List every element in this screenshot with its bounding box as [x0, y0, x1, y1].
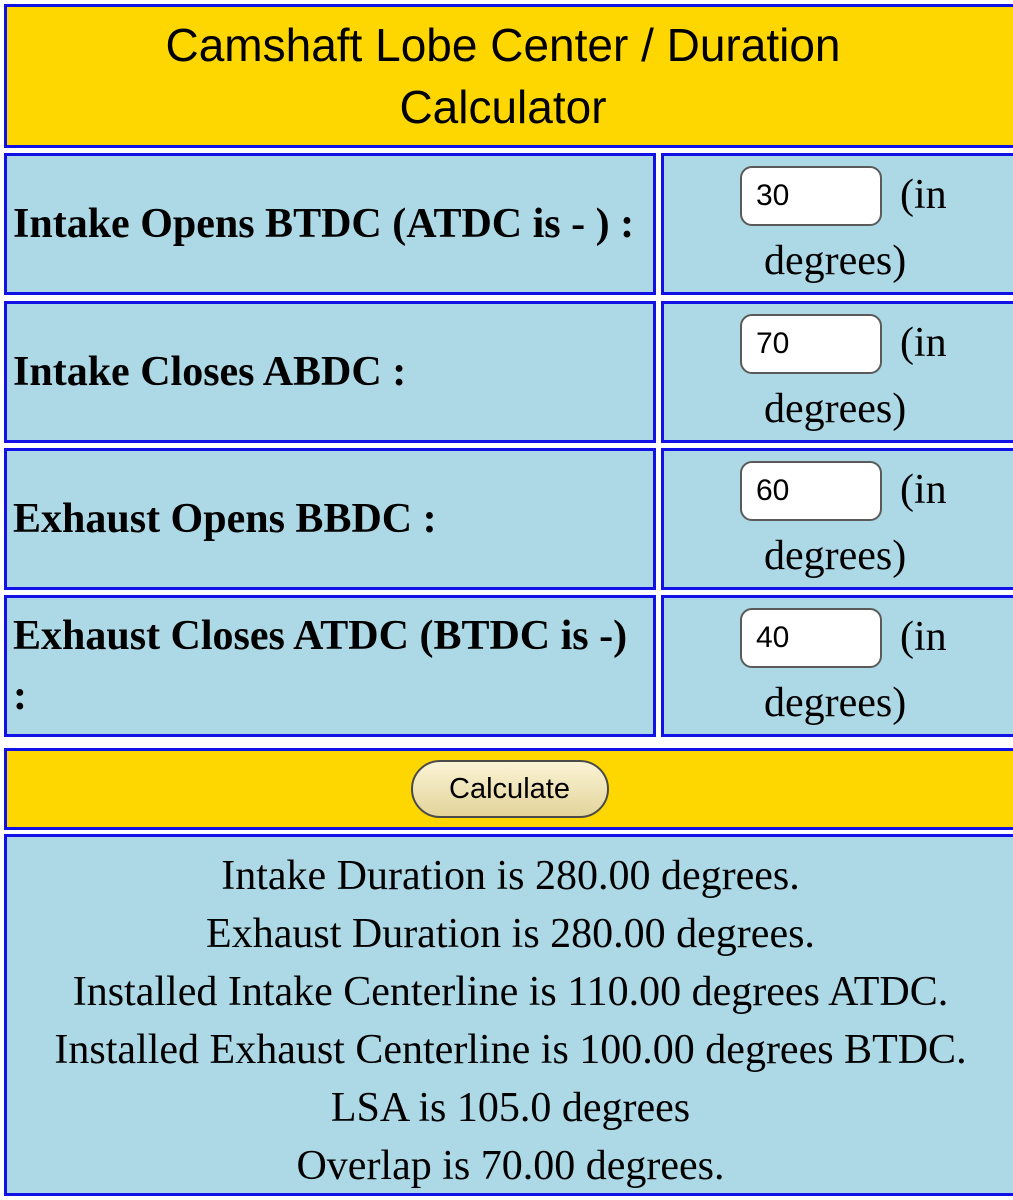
lsa-result: LSA is 105.0 degrees	[330, 1085, 691, 1131]
intake-closes-unit-open: (in	[900, 320, 947, 366]
intake-closes-label-cell	[4, 301, 656, 443]
overlap-result: Overlap is 70.00 degrees.	[296, 1143, 725, 1189]
exhaust-closes-input-cell	[661, 595, 1013, 737]
intake-opens-label-cell	[4, 153, 656, 295]
calculate-button[interactable]: Calculate	[411, 760, 609, 818]
intake-opens-label: Intake Opens BTDC (ATDC is - ) :	[13, 201, 635, 247]
intake-closes-label: Intake Closes ABDC :	[13, 349, 407, 395]
exhaust-closes-input[interactable]	[740, 608, 882, 668]
exhaust-closes-label-cell	[4, 595, 656, 737]
exhaust-duration-result: Exhaust Duration is 280.00 degrees.	[206, 911, 815, 957]
intake-closes-unit-close: degrees)	[764, 386, 907, 432]
title-bar	[4, 4, 1013, 148]
intake-opens-input[interactable]	[740, 166, 882, 226]
exhaust-closes-label: Exhaust Closes ATDC (BTDC is -) :	[13, 613, 628, 719]
intake-closes-input[interactable]	[740, 314, 882, 374]
exhaust-opens-input[interactable]	[740, 461, 882, 521]
exhaust-opens-unit-open: (in	[900, 467, 947, 513]
exhaust-centerline-result: Installed Exhaust Centerline is 100.00 degrees BTDC.	[54, 1027, 967, 1073]
exhaust-opens-label: Exhaust Opens BBDC :	[13, 496, 437, 542]
exhaust-opens-input-cell	[661, 448, 1013, 590]
intake-opens-unit-close: degrees)	[764, 238, 907, 284]
intake-opens-input-cell	[661, 153, 1013, 295]
exhaust-closes-unit-open: (in	[900, 614, 947, 660]
intake-duration-result: Intake Duration is 280.00 degrees.	[221, 853, 800, 899]
calculate-bar	[4, 748, 1013, 830]
intake-centerline-result: Installed Intake Centerline is 110.00 degrees ATDC.	[72, 969, 949, 1015]
intake-closes-input-cell	[661, 301, 1013, 443]
page-title: Camshaft Lobe Center / Duration Calculator	[165, 19, 841, 133]
results-panel	[4, 834, 1013, 1196]
exhaust-opens-label-cell	[4, 448, 656, 590]
exhaust-closes-unit-close: degrees)	[764, 680, 907, 726]
intake-opens-unit-open: (in	[900, 172, 947, 218]
exhaust-opens-unit-close: degrees)	[764, 533, 907, 579]
